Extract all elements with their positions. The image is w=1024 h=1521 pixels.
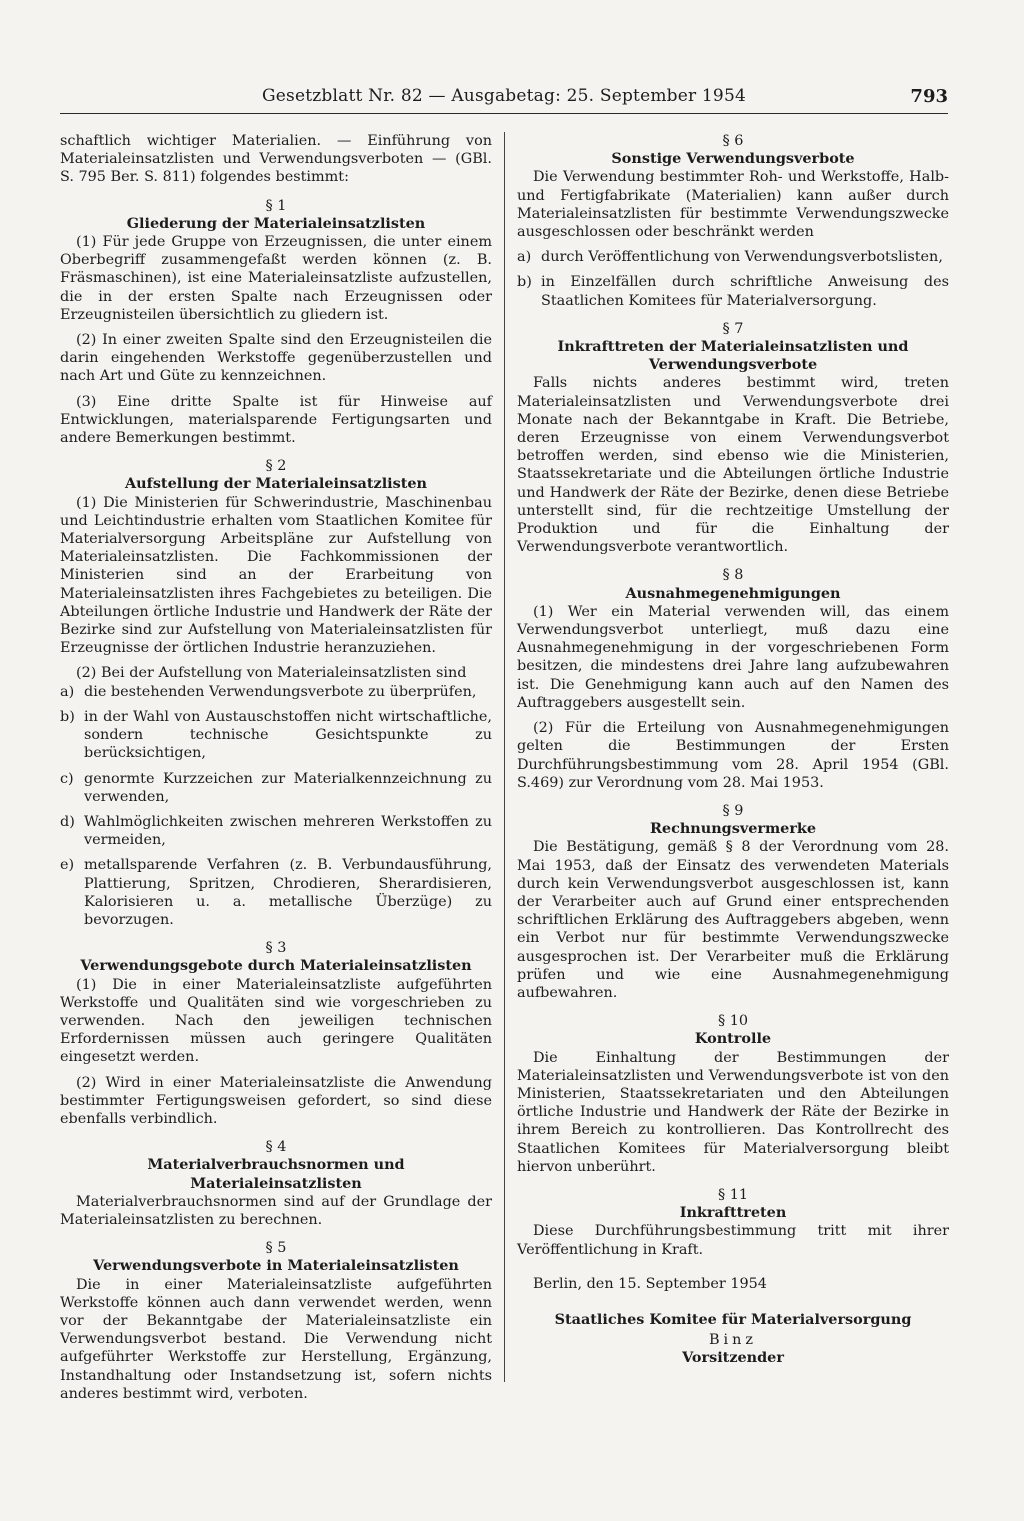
section-10-paragraph-1: Die Einhaltung der Bestimmungen der Materialeinsatzlisten und Verwendungsverbote ist von den Ministerien, Staatssekretariaten und den Abteilungen örtliche Industrie und Handwerk der Räte der Bezirke in ihrem Bereich zu kontrollieren. Das Kontrollrecht des Staatlichen Komitees für Materialversorgung bleibt hiervon unberührt. [517,1049,949,1175]
item-text: metallsparende Verfahren (z. B. Verbundausführung, Plattierung, Spritzen, Chrodieren, Sherardisieren, Kalorisieren u. a. metallische Überzüge) zu bevorzugen. [84,857,492,928]
signature-organization: Staatliches Komitee für Materialversorgung [554,1310,912,1328]
header-title: Gesetzblatt Nr. 82 — Ausgabetag: 25. September 1954 [262,86,746,106]
section-6-number: § 6 [722,133,744,149]
section-3-title: Verwendungsgebote durch Materialeinsatzlisten [80,957,472,975]
section-5-number: § 5 [265,1240,287,1257]
item-text: in Einzelfällen durch schriftliche Anweisung des Staatlichen Komitees für Materialversorgung. [541,274,949,309]
section-7-paragraph-1: Falls nichts anderes bestimmt wird, treten Materialeinsatzlisten und Verwendungsverbote drei Monate nach der Bekanntgabe in Kraft. Die Betriebe, deren Erzeugnisse von einem Verwendungsverbot betroffen werden, sind ebenso wie die Ministerien, Staatssekretariate und die Abteilungen örtliche Industrie und Handwerk der Räte der Bezirke, denen diese Betriebe unterstellt sind, für die rechtzeitige Umstellung der Produktion und für die Einhaltung der Verwendungsverbote verantwortlich. [517,375,949,556]
right-column [517,132,949,1368]
left-column [60,132,492,1403]
item-mark: b) [60,708,75,725]
section-2-paragraph-2: (2) Bei der Aufstellung von Materialeinsatzlisten sind [76,665,467,682]
section-8-paragraph-1: (1) Wer ein Material verwenden will, das einem Verwendungsverbot unterliegt, muß dazu eine Ausnahmegenehmigung in der vorgeschriebenen Form besitzen, die mindestens drei Jahre lang aufzubewahren ist. Die Genehmigung kann auch auf den Namen des Auftraggebers ausgestellt sein. [517,603,949,711]
section-10-number: § 10 [717,1013,749,1030]
section-11-number: § 11 [717,1186,749,1203]
place-and-date: Berlin, den 15. September 1954 [533,1275,767,1292]
section-8-number: § 8 [722,567,744,584]
section-6-item-b [517,273,949,309]
section-11-paragraph-1: Diese Durchführungsbestimmung tritt mit ihrer Veröffentlichung in Kraft. [517,1223,949,1258]
section-4-paragraph-1: Materialverbrauchsnormen sind auf der Grundlage der Materialeinsatzlisten zu berechnen. [60,1193,492,1228]
item-mark: e) [60,857,75,874]
section-1-title: Gliederung der Materialeinsatzlisten [126,214,426,232]
section-2-item-d [60,813,492,849]
section-3-paragraph-2: (2) Wird in einer Materialeinsatzliste die Anwendung bestimmter Fertigungsweisen gefordert, so sind diese ebenfalls verbindlich. [60,1074,492,1127]
section-9-number: § 9 [722,802,744,819]
item-mark: d) [60,813,75,830]
section-6-title: Sonstige Verwendungsverbote [611,150,855,168]
item-mark: b) [517,274,532,291]
signature-name: Binz [708,1332,758,1349]
section-2-item-c [60,770,492,806]
section-6-paragraph-1: Die Verwendung bestimmter Roh- und Werkstoffe, Halb- und Fertigfabrikate (Materialien) kann außer durch Materialeinsatzlisten für bestimmte Verwendungszwecke ausgeschlossen oder beschränkt werden [517,169,949,241]
item-mark: a) [517,249,532,266]
section-4-title: Materialverbrauchsnormen und Materialeinsatzlisten [147,1156,405,1192]
section-2-title: Aufstellung der Materialeinsatzlisten [125,475,427,493]
section-9-title: Rechnungsvermerke [649,820,817,838]
intro-paragraph: schaftlich wichtiger Materialien. — Einführung von Materialeinsatzlisten und Verwendungsverboten — (GBl. S. 795 Ber. S. 811) folgendes bestimmt: [60,133,492,186]
section-6-item-a [517,248,949,266]
section-2-paragraph-1: (1) Die Ministerien für Schwerindustrie, Maschinenbau und Leichtindustrie erhalten vom Staatlichen Komitee für Materialversorgung Arbeitspläne zur Aufstellung von Materialeinsatzlisten. Die Fachkommissionen der Ministerien sind an der Erarbeitung von Materialeinsatzlisten ihres Fachgebietes zu beteiligen. Die Abteilungen örtliche Industrie und Handwerk der Räte der Bezirke sind zur Aufstellung von Materialeinsatzlisten für Erzeugnisse der örtlichen Industrie heranzuziehen. [60,494,492,657]
section-3-number: § 3 [265,940,287,957]
section-11-title: Inkrafttreten [679,1204,787,1222]
section-5-title: Verwendungsverbote in Materialeinsatzlisten [93,1257,459,1275]
column-divider [504,132,505,1382]
section-2-item-e [60,856,492,929]
section-4-number: § 4 [265,1139,287,1156]
section-8-title: Ausnahmegenehmigungen [625,584,841,602]
section-1-paragraph-2: (2) In einer zweiten Spalte sind den Erzeugnisteilen die darin eingehenden Werkstoffe gegenüberzustellen und nach Art und Güte zu kennzeichnen. [60,332,492,385]
section-7-number: § 7 [722,320,744,337]
item-text: durch Veröffentlichung von Verwendungsverbotslisten, [541,249,943,266]
item-mark: c) [60,770,74,787]
item-mark: a) [60,683,75,700]
section-9-paragraph-1: Die Bestätigung, gemäß § 8 der Verordnung vom 28. Mai 1953, daß der Einsatz des verwendeten Materials durch kein Verwendungsverbot ausgeschlossen ist, kann der Verarbeiter auch auf Grund einer entsprechenden schriftlichen Erklärung des Auftraggebers abgeben, wenn ein Verbot nur für bestimmte Verwendungszwecke ausgesprochen ist. Der Verarbeiter muß die Erklärung prüfen und wie eine Ausnahmegenehmigung aufbewahren. [517,839,949,1001]
section-2-item-b [60,708,492,763]
item-text: die bestehenden Verwendungsverbote zu überprüfen, [84,683,477,700]
signature-role: Vorsitzender [682,1349,784,1367]
page-number: 793 [910,86,948,107]
section-3-paragraph-1: (1) Die in einer Materialeinsatzliste aufgeführten Werkstoffe und Qualitäten sind wie vorgeschrieben zu verwenden. Nach den jeweiligen technischen Erfordernissen müssen auch geringere Qualitäten eingesetzt werden. [60,976,492,1066]
section-10-title: Kontrolle [694,1030,772,1048]
section-5-paragraph-1: Die in einer Materialeinsatzliste aufgeführten Werkstoffe können auch dann verwendet werden, wenn vor der Bekanntgabe der Materialeinsatzliste ein Verwendungsverbot bestand. Die Verwendung nicht aufgeführter Werkstoffe zur Herstellung, Ergänzung, Instandhaltung oder Instandsetzung ist, sofern nichts anderes bestimmt wird, verboten. [60,1276,492,1402]
section-8-paragraph-2: (2) Für die Erteilung von Ausnahmegenehmigungen gelten die Bestimmungen der Ersten Durchführungsbestimmung vom 28. April 1954 (GBl. S.469) zur Verordnung vom 28. Mai 1953. [517,720,949,791]
section-1-paragraph-3: (3) Eine dritte Spalte ist für Hinweise auf Entwicklungen, materialsparende Fertigungsarten und andere Bemerkungen bestimmt. [60,393,492,447]
section-7-title: Inkrafttreten der Materialeinsatzlisten und Verwendungsverbote [557,338,909,374]
item-text: in der Wahl von Austauschstoffen nicht wirtschaftliche, sondern technische Gesichtspunkte zu berücksichtigen, [84,708,492,762]
header-rule [60,113,948,114]
item-text: Wahlmöglichkeiten zwischen mehreren Werkstoffen zu vermeiden, [84,813,492,849]
section-1-number: § 1 [265,197,287,214]
section-2-number: § 2 [265,458,287,475]
section-1-paragraph-1: (1) Für jede Gruppe von Erzeugnissen, die unter einem Oberbegriff zusammengefaßt werden können (z. B. Fräsmaschinen), ist eine Materialeinsatzliste aufzustellen, die in der ersten Spalte nach Erzeugnissen oder Erzeugnisteilen übersichtlich zu gliedern ist. [60,234,492,323]
item-text: genormte Kurzzeichen zur Materialkennzeichnung zu verwenden, [84,770,492,805]
section-2-item-a [60,683,492,701]
page-header [0,86,1024,116]
